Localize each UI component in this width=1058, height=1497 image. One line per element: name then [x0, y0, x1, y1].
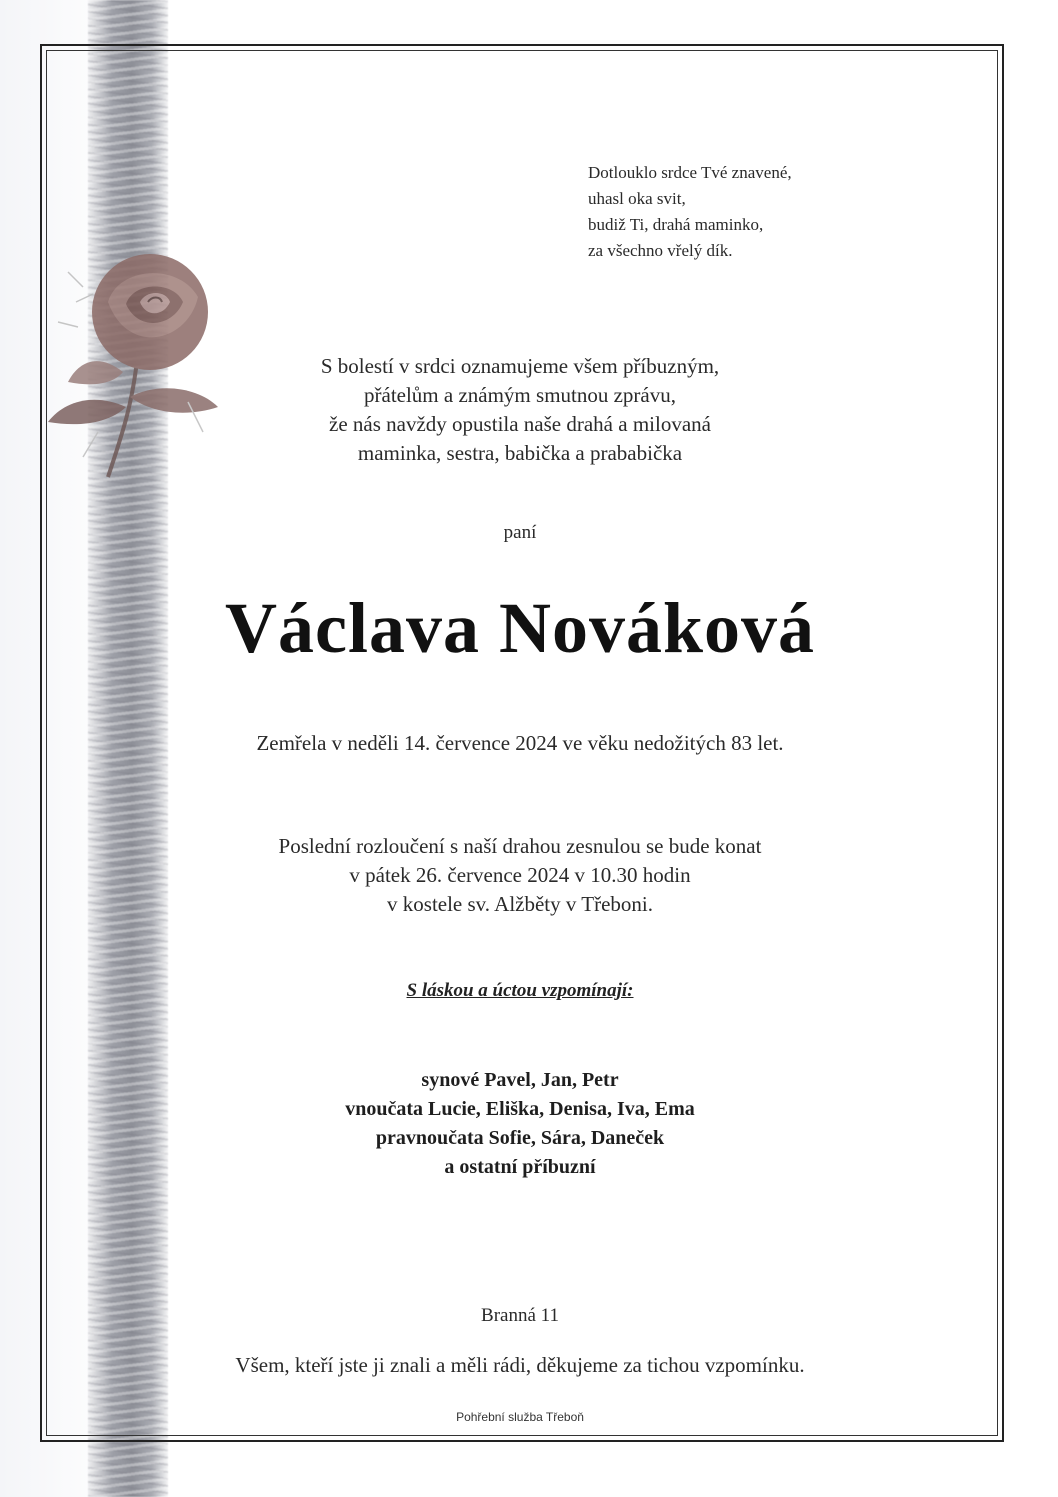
announcement	[170, 352, 870, 468]
verse-line: uhasl oka svit,	[588, 189, 686, 208]
deceased-name: Václava Nováková	[225, 588, 815, 668]
funeral-service-credit: Pohřební služba Třeboň	[456, 1410, 584, 1424]
funeral-line: v pátek 26. července 2024 v 10.30 hodin	[349, 863, 691, 887]
family-line: vnoučata Lucie, Eliška, Denisa, Iva, Ema	[345, 1098, 695, 1120]
announcement-line: že nás navždy opustila naše drahá a milovaná	[329, 412, 711, 436]
address: Branná 11	[481, 1305, 559, 1326]
memorial-verse	[588, 160, 792, 264]
verse-line: za všechno vřelý dík.	[588, 241, 733, 260]
family-list	[170, 1066, 870, 1182]
salutation: paní	[503, 522, 537, 543]
remember-heading: S láskou a úctou vzpomínají:	[406, 980, 634, 1001]
verse-line: Dotlouklo srdce Tvé znavené,	[588, 163, 792, 182]
family-line: pravnoučata Sofie, Sára, Daneček	[375, 1127, 665, 1149]
family-line: synové Pavel, Jan, Petr	[421, 1069, 619, 1091]
announcement-line: přátelům a známým smutnou zprávu,	[364, 383, 676, 407]
verse-line: budiž Ti, drahá maminko,	[588, 215, 764, 234]
family-line: a ostatní příbuzní	[444, 1156, 596, 1178]
thanks-note: Všem, kteří jste ji znali a měli rádi, děkujeme za tichou vzpomínku.	[235, 1353, 805, 1377]
funeral-line: v kostele sv. Alžběty v Třeboni.	[387, 892, 653, 916]
announcement-line: S bolestí v srdci oznamujeme všem příbuzným,	[320, 354, 720, 378]
death-notice: Zemřela v neděli 14. července 2024 ve věku nedožitých 83 let.	[256, 731, 784, 755]
funeral-line: Poslední rozloučení s naší drahou zesnulou se bude konat	[278, 834, 762, 858]
announcement-line: maminka, sestra, babička a prababička	[357, 441, 683, 465]
funeral-details	[170, 832, 870, 919]
